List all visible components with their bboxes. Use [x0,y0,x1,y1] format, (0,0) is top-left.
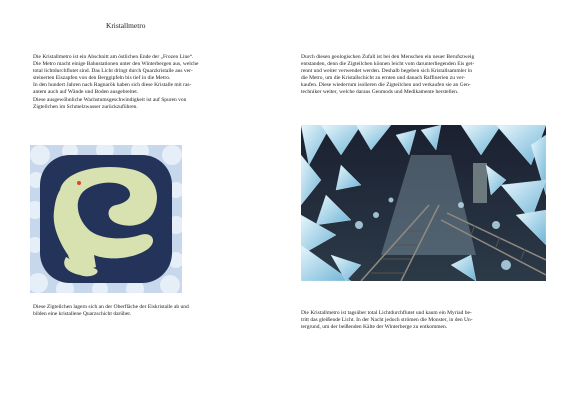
right-page [283,0,566,400]
right-paragraph-bottom: Die Kristallmetro ist tagsüber total Lichtdurchflutet und kaum ein Myriad be- tritt das gleißende Licht. In der Nacht jedoch strömen die Monster, in den Un- tergrund, um der beißenden Kälte der Winterberge zu entkommen. [301,310,473,331]
left-paragraph-bottom: Diese Zigteilchen lagern sich an der Oberfläche der Eiskristalle ab und bilden eine kristallene Quarzschicht darüber. [33,304,189,318]
crystal-metro-illustration [301,125,546,281]
left-paragraph-top: Die Kristallmetro ist ein Abschnitt am östlichen Ende der „Frozen Line“. Die Metro macht einige Bahnstationen unter den Winterbergen aus, welche total lichtdurchflutet sind. Das Licht dringt durch Quarzkristalle aus ver- steinerten Eiszapfen von den Berggipfeln bis tief in die Metro. In den hundert Jahren nach Ragnarök haben sich diese Kristalle mit ras- antem auch auf Wände und Boden ausgebreitet. Diese ausgewöhnliche Wachstumsgeschwindigkeit ist auf Spuren von Zigteilchen im Schmelzwasser zurückzuführen. [33,54,199,110]
metro-map-illustration [30,145,182,293]
map-marker [77,181,81,185]
page-title: Kristallmetro [106,21,146,30]
right-paragraph-top: Durch diesen geologischen Zufall ist bei den Menschen ein neuer Berufszweig entstanden, denn die Zigteilchen können leicht vom darunterliegenden Eis get- rennt und weiter verwendet werden. Deshalb begeben sich Kristallsammler in die Metro, um die Kristallschicht zu ernten und danach Raffinerien zu ver- kaufen. Diese wiederrum isolieren die Zigteilchen und verkaufen sie an Gen- techniker weiter, welche daraus Genmods und Medikamente herstellen. [301,54,475,96]
tunnel-doorway [473,163,487,203]
